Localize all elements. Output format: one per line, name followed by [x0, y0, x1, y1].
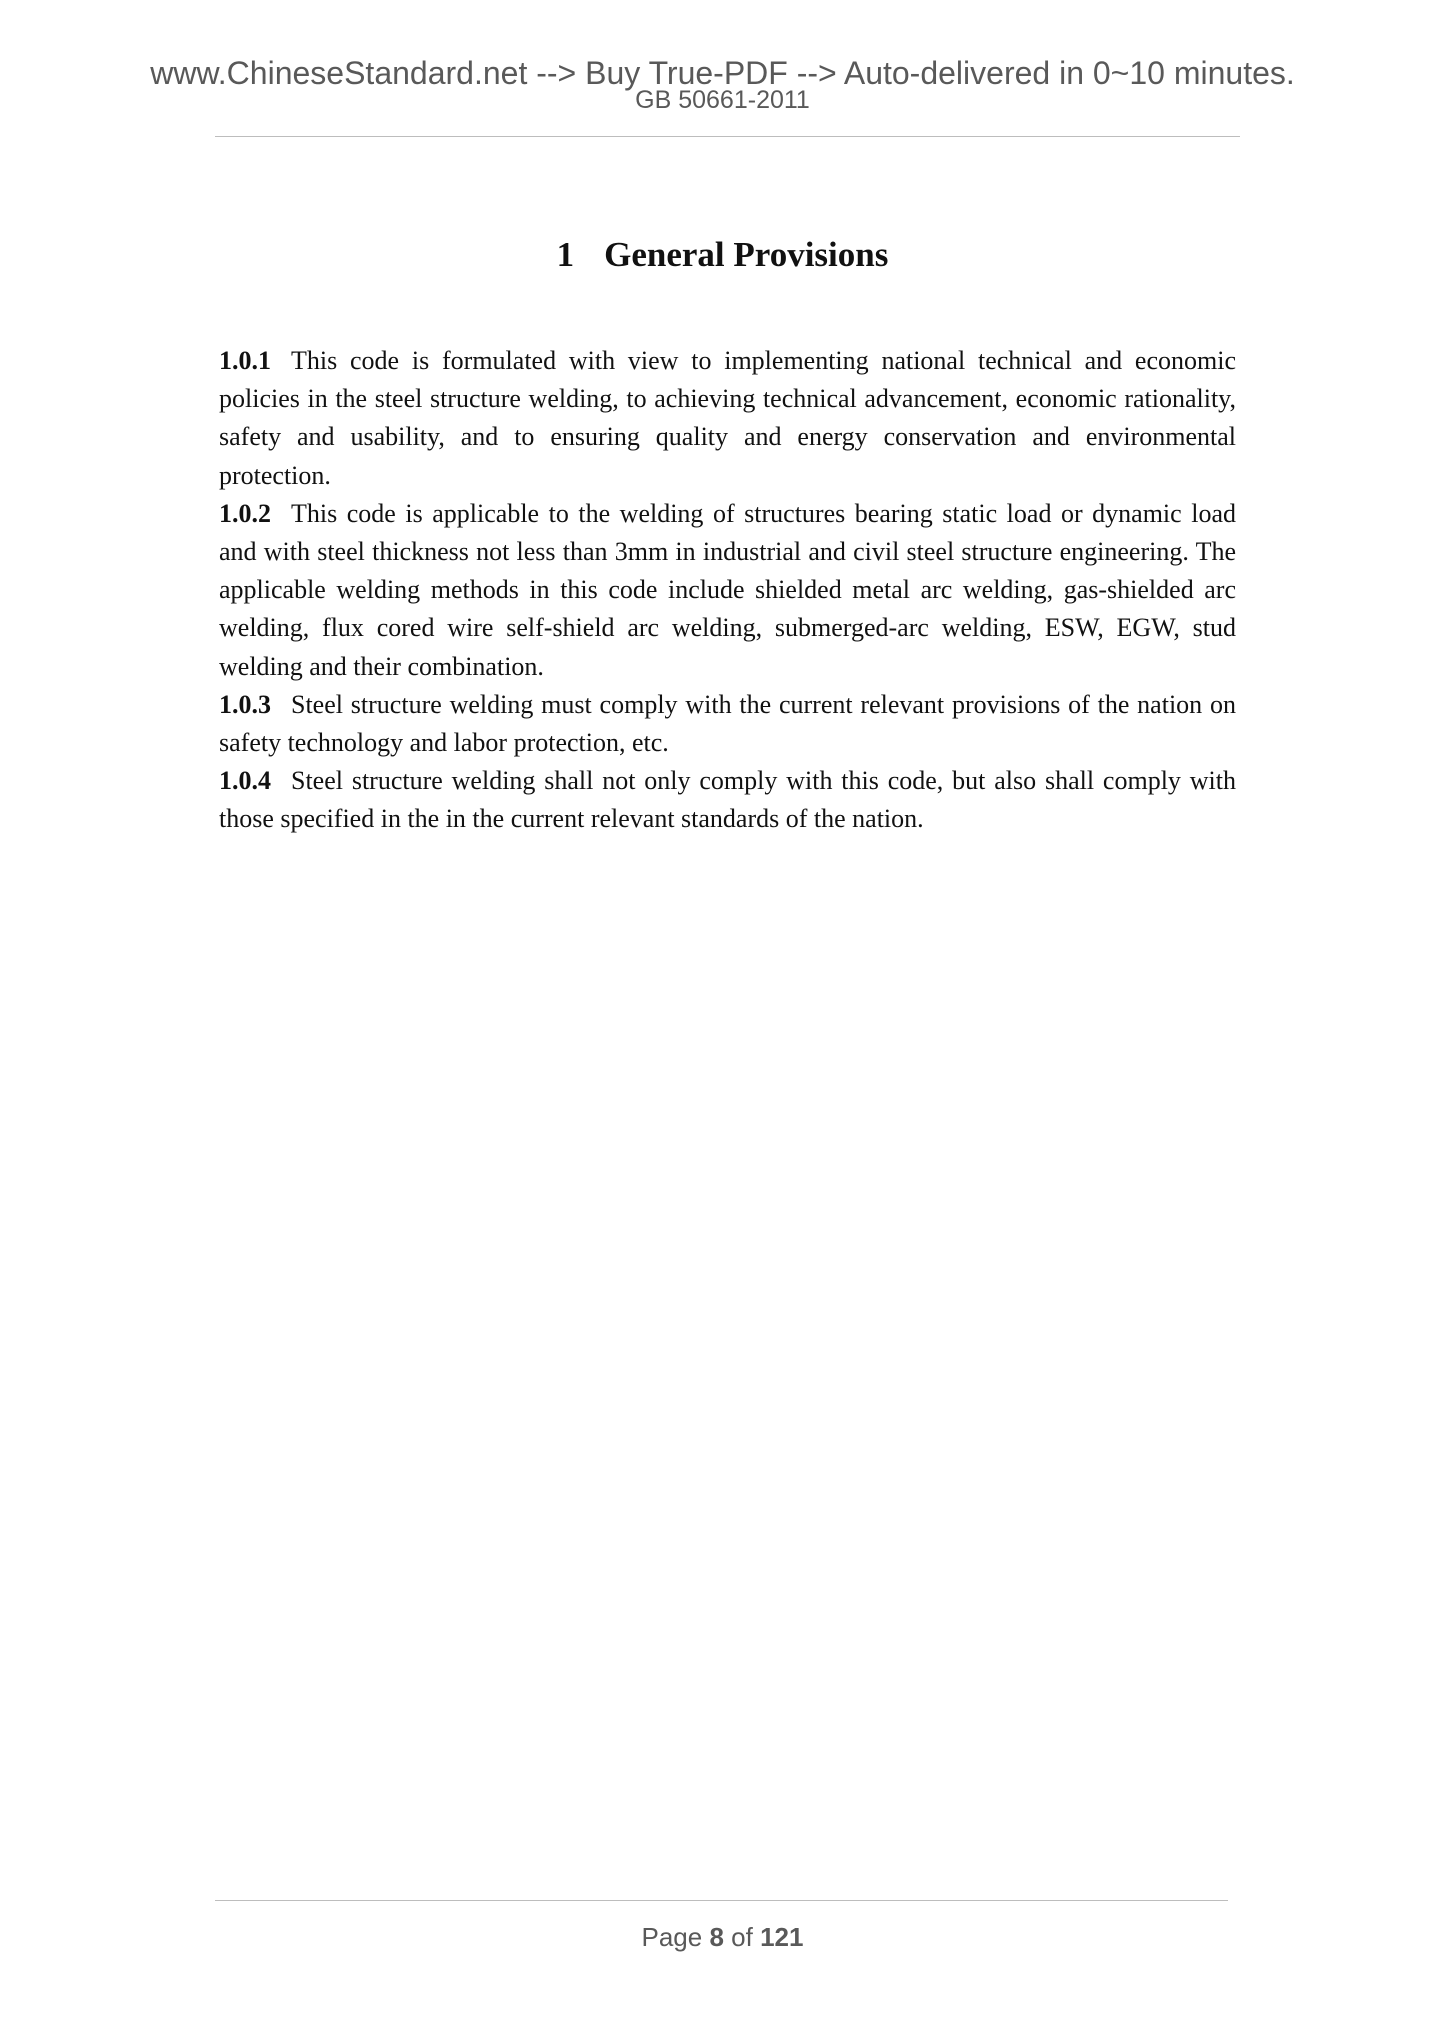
footer-divider [215, 1900, 1228, 1901]
of-label: of [731, 1922, 753, 1952]
page-label: Page [641, 1922, 703, 1952]
clause-text: This code is applicable to the welding of structures bearing static load or dynamic load and with steel thickness not less than 3mm in industrial and civil steel structure engineering. The applicable welding methods in this code include shielded metal arc welding, gas-shielded arc welding, flux cored wire self-shield arc welding, submerged-arc welding, ESW, EGW, stud welding and their combination. [219, 498, 1236, 681]
clause-number: 1.0.1 [219, 346, 271, 375]
header-divider [215, 136, 1240, 137]
chapter-number: 1 [556, 235, 575, 274]
chapter-title-text: General Provisions [604, 235, 889, 274]
clause-number: 1.0.3 [219, 689, 271, 719]
clause-1-0-4 [219, 762, 1236, 838]
clause-1-0-2 [219, 495, 1236, 686]
document-body [219, 342, 1236, 839]
page-indicator [0, 1920, 1445, 1954]
clause-text: Steel structure welding shall not only comply with this code, but also shall comply with those specified in the in the current relevant standards of the nation. [219, 766, 1236, 834]
source-banner: www.ChineseStandard.net --> Buy True-PDF --> Auto-delivered in 0~10 minutes. [150, 55, 1295, 91]
total-pages: 121 [760, 1922, 804, 1952]
clause-1-0-3 [219, 686, 1236, 762]
clause-text: This code is formulated with view to implementing national technical and economic policies in the steel structure welding, to achieving technical advancement, economic rationality, safety and usability, and to ensuring quality and energy conservation and environmental protection. [219, 346, 1236, 490]
clause-text: Steel structure welding must comply with the current relevant provisions of the nation on safety technology and labor protection, etc. [219, 689, 1236, 758]
clause-number: 1.0.4 [219, 766, 271, 796]
standard-code: GB 50661-2011 [635, 86, 810, 114]
chapter-title [0, 233, 1445, 277]
current-page: 8 [709, 1922, 724, 1952]
clause-1-0-1 [219, 342, 1236, 495]
clause-number: 1.0.2 [219, 498, 271, 528]
